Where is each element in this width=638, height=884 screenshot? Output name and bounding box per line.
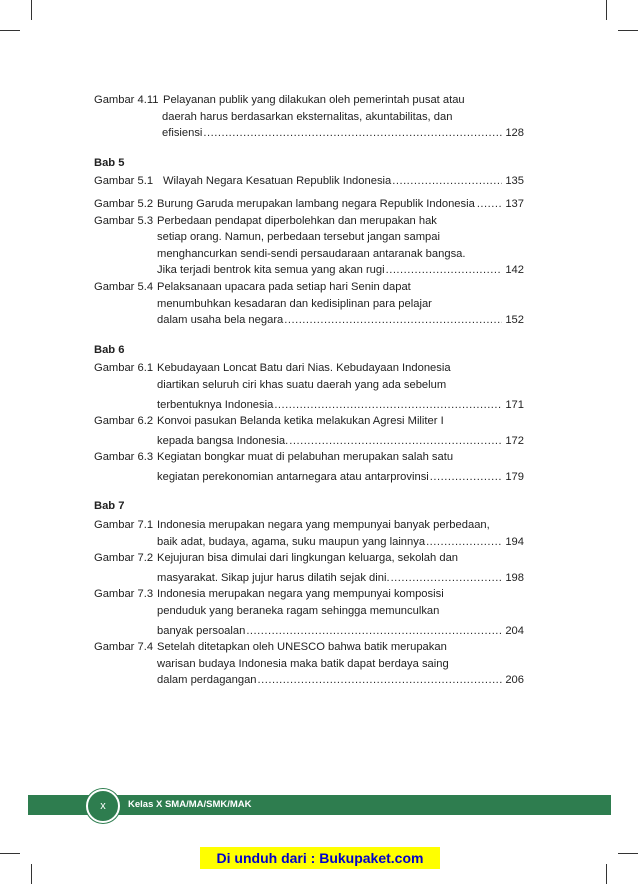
figure-label: Gambar 6.2 bbox=[94, 415, 154, 428]
figure-caption-line: baik adat, budaya, agama, suku maupun yang lainnya bbox=[157, 535, 426, 548]
figure-caption-line: Pelayanan publik yang dilakukan oleh pemerintah pusat atau bbox=[163, 94, 465, 106]
figure-entry bbox=[94, 213, 524, 279]
figure-entry bbox=[94, 517, 524, 550]
crop-mark bbox=[618, 30, 638, 31]
figure-caption-line: Kebudayaan Loncat Batu dari Nias. Kebudayaan Indonesia bbox=[157, 362, 451, 375]
figure-caption-line: menghancurkan sendi-sendi persaudaraan antaranak bangsa. bbox=[157, 247, 466, 260]
footer-book-title: Kelas X SMA/MA/SMK/MAK bbox=[128, 799, 252, 810]
crop-mark bbox=[31, 0, 32, 20]
figure-entry bbox=[94, 586, 524, 639]
figure-caption-line: Konvoi pasukan Belanda ketika melakukan Agresi Militer I bbox=[157, 415, 444, 428]
chapter-heading: Bab 6 bbox=[94, 343, 125, 356]
figure-entry bbox=[94, 550, 524, 586]
page-number: 194 bbox=[505, 535, 524, 548]
figure-label: Gambar 4.11 bbox=[94, 94, 159, 106]
figure-caption-line: Perbedaan pendapat diperbolehkan dan merupakan hak bbox=[157, 214, 437, 227]
figure-entry bbox=[94, 173, 524, 190]
crop-mark bbox=[606, 0, 607, 20]
crop-mark bbox=[0, 853, 20, 854]
figure-caption-line: Wilayah Negara Kesatuan Republik Indonesia bbox=[163, 175, 392, 188]
figure-caption-line: Indonesia merupakan negara yang mempunyai komposisi bbox=[157, 588, 444, 601]
figure-caption-line: daerah harus berdasarkan eksternalitas, akuntabilitas, dan bbox=[162, 110, 453, 123]
figure-caption-line: Indonesia merupakan negara yang mempunyai banyak perbedaan, bbox=[157, 519, 490, 532]
figure-label: Gambar 7.2 bbox=[94, 552, 154, 565]
page-number: 135 bbox=[505, 175, 524, 188]
figure-caption-line: dalam usaha bela negara bbox=[157, 314, 284, 327]
page-number: 206 bbox=[505, 674, 524, 687]
figure-caption-line: setiap orang. Namun, perbedaan tersebut jangan sampai bbox=[157, 231, 440, 244]
page-number: 198 bbox=[505, 571, 524, 584]
figure-caption-line: penduduk yang beraneka ragam sehingga memunculkan bbox=[157, 605, 440, 618]
figure-caption-line: diartikan seluruh ciri khas suatu daerah yang ada sebelum bbox=[157, 378, 447, 391]
figure-label: Gambar 6.3 bbox=[94, 451, 154, 464]
figure-caption-line: Kegiatan bongkar muat di pelabuhan merupakan salah satu bbox=[157, 451, 454, 464]
figure-caption-line: Kejujuran bisa dimulai dari lingkungan keluarga, sekolah dan bbox=[157, 552, 459, 565]
page-number: 172 bbox=[505, 434, 524, 447]
figure-label: Gambar 7.1 bbox=[94, 519, 154, 532]
crop-mark bbox=[618, 853, 638, 854]
chapter-heading: Bab 5 bbox=[94, 156, 125, 169]
figure-caption-line: Pelaksanaan upacara pada setiap hari Senin dapat bbox=[157, 280, 411, 293]
crop-mark bbox=[31, 864, 32, 884]
download-banner[interactable]: Di unduh dari : Bukupaket.com bbox=[200, 847, 440, 869]
figure-label: Gambar 5.3 bbox=[94, 214, 154, 227]
page-number: 179 bbox=[505, 470, 524, 483]
figure-entry bbox=[94, 279, 524, 329]
figure-label: Gambar 5.1 bbox=[94, 175, 154, 188]
figure-label: Gambar 5.4 bbox=[94, 280, 154, 293]
figure-caption-line: Jika terjadi bentrok kita semua yang akan rugi bbox=[157, 264, 385, 277]
figure-entry bbox=[94, 449, 524, 485]
figure-label: Gambar 5.2 bbox=[94, 197, 154, 210]
figure-entry bbox=[94, 413, 524, 449]
figure-caption-line: kegiatan perekonomian antarnegara atau antarprovinsi bbox=[157, 470, 429, 483]
figure-caption-line: terbentuknya Indonesia bbox=[157, 398, 274, 411]
page-number: 204 bbox=[505, 624, 524, 637]
figure-label: Gambar 7.3 bbox=[94, 588, 154, 601]
page-number: 128 bbox=[505, 127, 524, 140]
figure-label: Gambar 6.1 bbox=[94, 362, 154, 375]
figure-entry bbox=[94, 639, 524, 689]
crop-mark bbox=[0, 30, 20, 31]
chapter-heading: Bab 7 bbox=[94, 500, 125, 513]
figure-caption-line: dalam perdagangan bbox=[157, 674, 257, 687]
footer-page-number: x bbox=[86, 789, 120, 823]
page-number: 171 bbox=[505, 398, 524, 411]
figure-entry bbox=[94, 360, 524, 413]
figure-caption-line: masyarakat. Sikap jujur harus dilatih sejak dini. bbox=[157, 571, 390, 584]
figure-caption-line: Burung Garuda merupakan lambang negara Republik Indonesia bbox=[157, 197, 475, 210]
page-number: 137 bbox=[505, 197, 524, 210]
figure-caption-line: Setelah ditetapkan oleh UNESCO bahwa batik merupakan bbox=[157, 641, 447, 654]
figure-list bbox=[94, 92, 524, 689]
figure-caption-line: menumbuhkan kesadaran dan kedisiplinan para pelajar bbox=[157, 297, 432, 310]
page-number: 142 bbox=[505, 264, 524, 277]
page-number: 152 bbox=[505, 314, 524, 327]
figure-caption-line: efisiensi bbox=[162, 127, 203, 140]
figure-caption-line: warisan budaya Indonesia maka batik dapat berdaya saing bbox=[157, 657, 449, 670]
figure-caption-line: banyak persoalan bbox=[157, 624, 246, 637]
figure-entry bbox=[94, 196, 524, 213]
figure-caption-line: kepada bangsa Indonesia. bbox=[157, 434, 289, 447]
figure-label: Gambar 7.4 bbox=[94, 641, 154, 654]
figure-entry bbox=[94, 92, 524, 142]
crop-mark bbox=[606, 864, 607, 884]
